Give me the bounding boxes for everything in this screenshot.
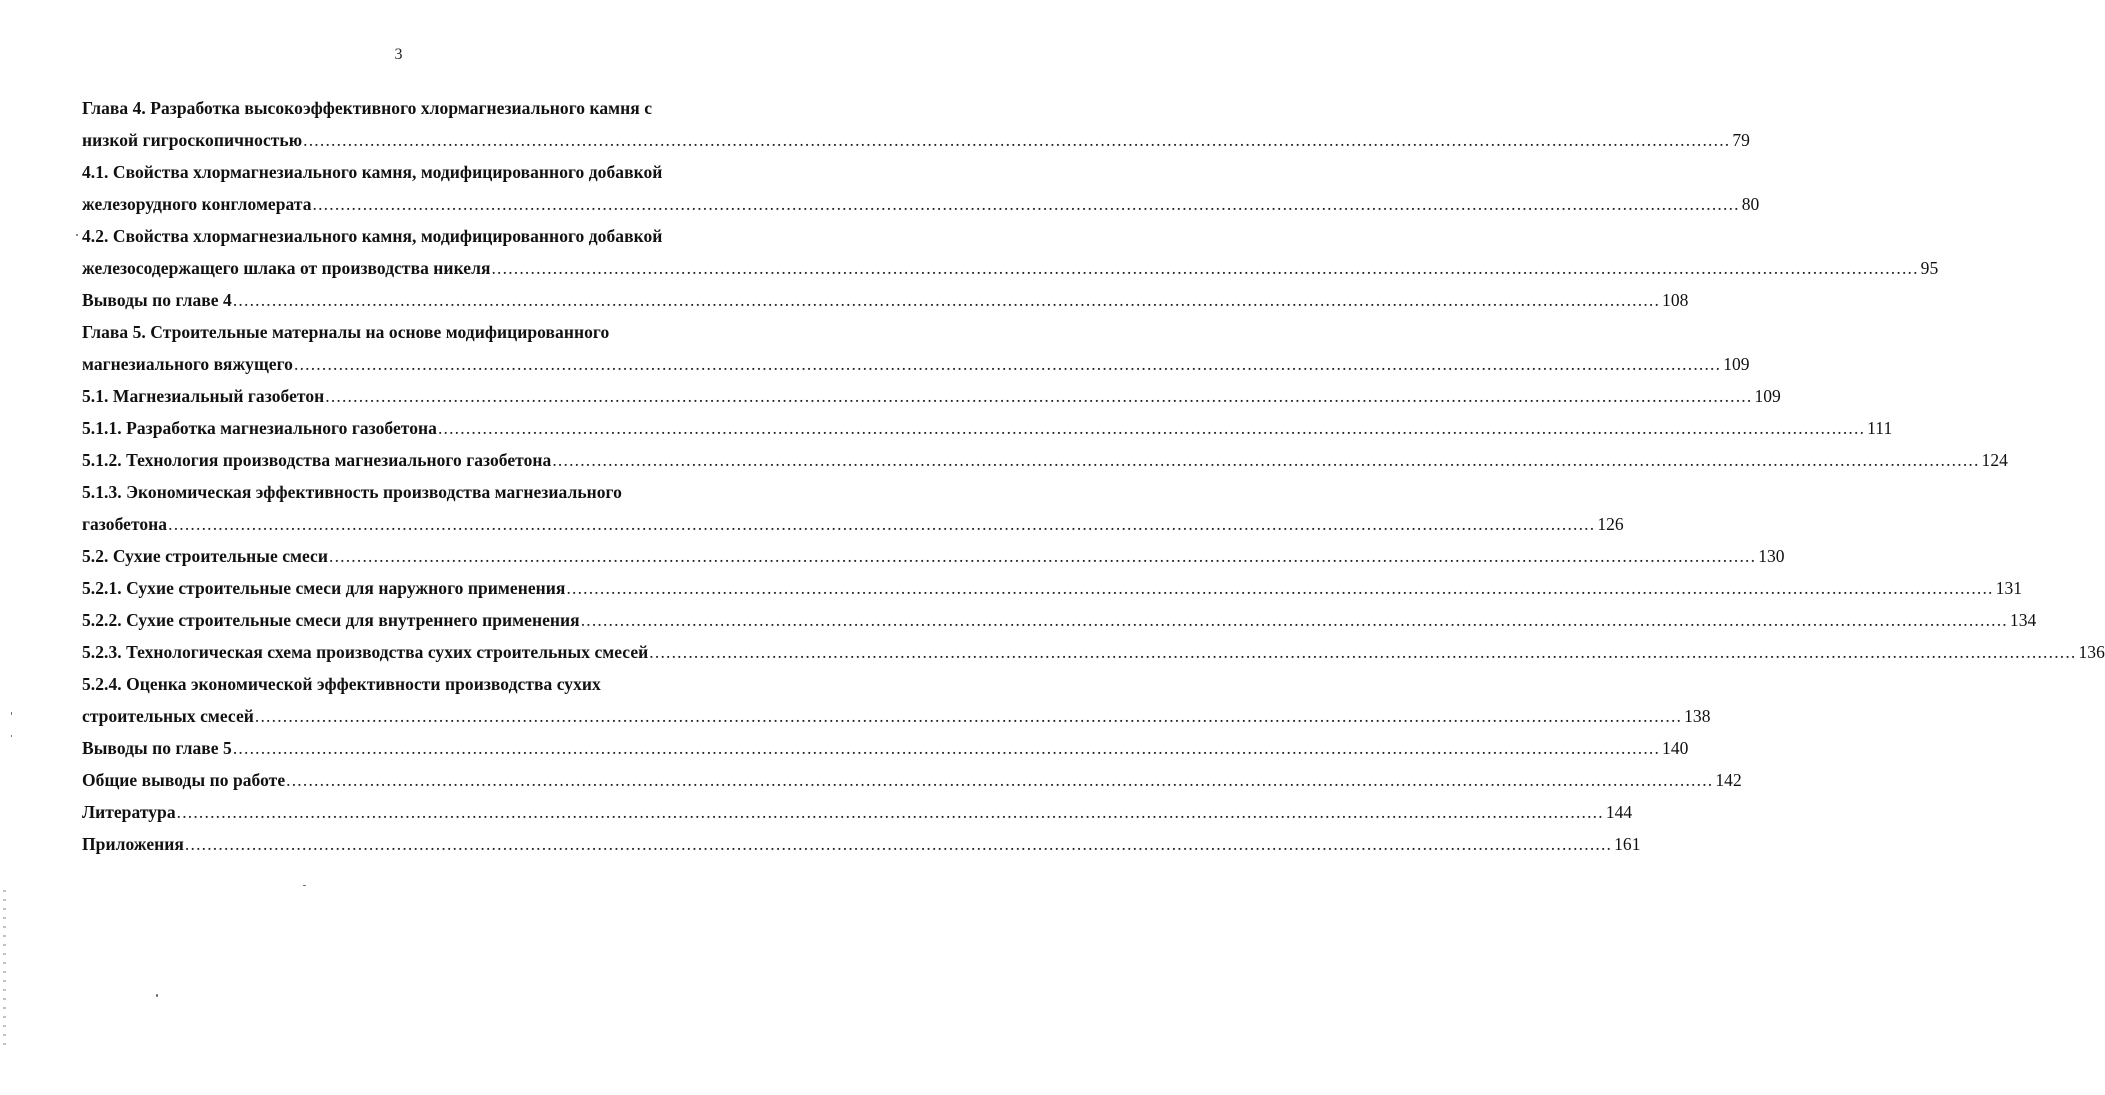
toc-entry xyxy=(82,412,1893,444)
dot-leader xyxy=(552,444,1979,476)
toc-page-number: 130 xyxy=(1758,546,1785,566)
table-of-contents xyxy=(82,92,2105,860)
toc-entry-title: железорудного конгломерата xyxy=(82,194,312,214)
toc-entry xyxy=(82,380,1781,412)
toc-entry-line xyxy=(82,764,1742,796)
toc-entry xyxy=(82,572,2023,604)
toc-entry-line xyxy=(82,540,1785,572)
dot-leader xyxy=(581,604,2008,636)
toc-entry-title: Приложения xyxy=(82,834,184,854)
toc-entry xyxy=(82,604,2037,636)
toc-entry-title: 5.1.1. Разработка магнезиального газобетона xyxy=(82,418,437,438)
toc-entry-line xyxy=(82,796,1633,828)
dot-leader xyxy=(303,124,1730,156)
scan-speck xyxy=(11,735,12,737)
toc-page-number: 131 xyxy=(1995,578,2023,598)
toc-entry xyxy=(82,732,1689,764)
scan-speck xyxy=(11,712,12,715)
toc-entry-title: газобетона xyxy=(82,514,168,534)
toc-page-number: 95 xyxy=(1920,258,1939,278)
toc-entry-line xyxy=(82,604,2037,636)
scan-speck xyxy=(156,994,158,997)
toc-entry-line xyxy=(82,700,1711,732)
toc-entry-title: 5.1.2. Технология производства магнезиального газобетона xyxy=(82,450,552,470)
toc-page-number: 79 xyxy=(1732,130,1750,150)
toc-entry-title: низкой гигроскопичностью xyxy=(82,130,303,150)
toc-entry-line xyxy=(82,444,2008,476)
toc-entry xyxy=(82,156,1760,220)
dot-leader xyxy=(185,828,1612,860)
dot-leader xyxy=(313,188,1740,220)
toc-entry-title: железосодержащего шлака от производства никеля xyxy=(82,258,491,278)
toc-page-number: 161 xyxy=(1614,834,1641,854)
scan-speck xyxy=(303,885,306,886)
toc-page-number: 142 xyxy=(1715,770,1742,790)
dot-leader xyxy=(566,572,1993,604)
toc-page-number: 80 xyxy=(1741,194,1760,214)
toc-entry xyxy=(82,668,1711,732)
dot-leader xyxy=(329,540,1756,572)
toc-page-number: 108 xyxy=(1662,290,1689,310)
toc-entry xyxy=(82,540,1785,572)
toc-entry-line xyxy=(82,572,2023,604)
toc-entry-line xyxy=(82,380,1781,412)
dot-leader xyxy=(233,732,1660,764)
toc-entry xyxy=(82,316,1750,380)
toc-entry-title-line: 5.1.3. Экономическая эффективность производства магнезиального xyxy=(82,482,622,502)
toc-entry-line xyxy=(82,732,1689,764)
toc-entry xyxy=(82,796,1633,828)
toc-entry-title-line: Глава 4. Разработка высокоэффективного хлормагнезиального камня с xyxy=(82,98,653,118)
toc-entry-title: Литература xyxy=(82,802,176,822)
toc-entry-title: 5.2.1. Сухие строительные смеси для наружного применения xyxy=(82,578,566,598)
toc-entry-title-line: 5.2.4. Оценка экономической эффективности производства сухих xyxy=(82,674,601,694)
toc-entry xyxy=(82,444,2008,476)
toc-entry xyxy=(82,828,1641,860)
toc-page-number: 111 xyxy=(1867,418,1893,438)
toc-page-number: 109 xyxy=(1723,354,1750,374)
toc-entry-line xyxy=(82,412,1893,444)
dot-leader xyxy=(168,508,1595,540)
toc-page-number: 136 xyxy=(2078,642,2105,662)
toc-entry xyxy=(82,476,1624,540)
toc-entry-title: 5.2.3. Технологическая схема производства сухих строительных смесей xyxy=(82,642,649,662)
toc-entry xyxy=(82,92,1750,156)
toc-page-number: 138 xyxy=(1684,706,1711,726)
toc-entry-line xyxy=(82,124,1750,156)
dot-leader xyxy=(255,700,1682,732)
toc-entry-line xyxy=(82,636,2105,668)
toc-entry xyxy=(82,636,2105,668)
dot-leader xyxy=(491,252,1918,284)
toc-entry-title-line: 4.1. Свойства хлормагнезиального камня, модифицированного добавкой xyxy=(82,162,663,182)
dot-leader xyxy=(177,796,1604,828)
toc-entry-title: строительных смесей xyxy=(82,706,254,726)
toc-entry-title-line: Глава 5. Строительные матерналы на основе модифицированного xyxy=(82,322,610,342)
dot-leader xyxy=(325,380,1752,412)
toc-page-number: 124 xyxy=(1981,450,2008,470)
toc-entry-title: Выводы по главе 5 xyxy=(82,738,232,758)
scan-speck xyxy=(76,234,78,236)
scan-edge-marks xyxy=(3,890,6,1050)
dot-leader xyxy=(438,412,1865,444)
toc-entry-title: Общие выводы по работе xyxy=(82,770,286,790)
toc-entry-title: 5.2. Сухие строительные смеси xyxy=(82,546,328,566)
toc-entry-title-line: 4.2. Свойства хлормагнезиального камня, модифицированного добавкой xyxy=(82,226,663,246)
toc-entry-title: 5.2.2. Сухие строительные смеси для внутреннего применения xyxy=(82,610,580,630)
page-number: 3 xyxy=(394,46,403,63)
dot-leader xyxy=(294,348,1721,380)
toc-page-number: 109 xyxy=(1754,386,1781,406)
toc-page-number: 140 xyxy=(1662,738,1689,758)
toc-entry-line xyxy=(82,188,1760,220)
toc-entry-line xyxy=(82,828,1641,860)
toc-entry-line xyxy=(82,508,1624,540)
toc-entry-line xyxy=(82,252,1939,284)
dot-leader xyxy=(286,764,1713,796)
toc-entry-title: магнезиального вяжущего xyxy=(82,354,293,374)
toc-entry-title: Выводы по главе 4 xyxy=(82,290,232,310)
toc-page-number: 134 xyxy=(2009,610,2037,630)
toc-entry-line xyxy=(82,348,1750,380)
toc-entry-line xyxy=(82,284,1689,316)
dot-leader xyxy=(233,284,1660,316)
toc-entry-title: 5.1. Магнезиальный газобетон xyxy=(82,386,325,406)
toc-entry xyxy=(82,284,1689,316)
toc-entry xyxy=(82,764,1742,796)
toc-entry xyxy=(82,220,1939,284)
dot-leader xyxy=(649,636,2076,668)
toc-page-number: 126 xyxy=(1597,514,1624,534)
toc-page-number: 144 xyxy=(1605,802,1633,822)
